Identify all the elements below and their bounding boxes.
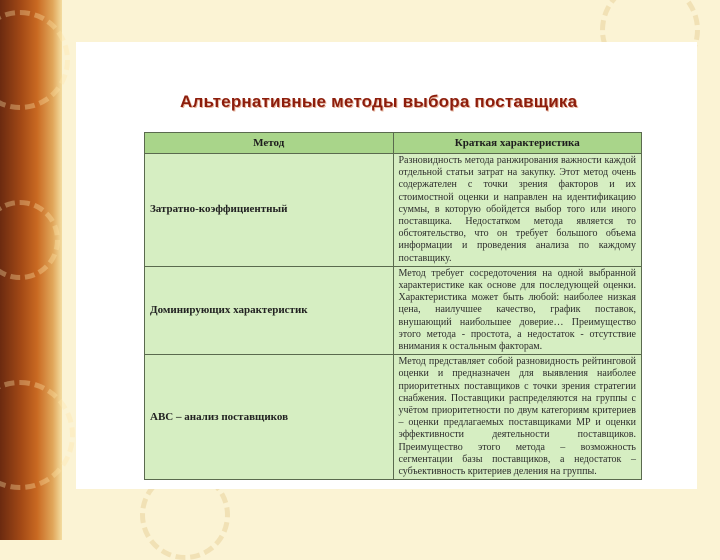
slide-title: Альтернативные методы выбора поставщика — [180, 92, 578, 111]
method-description: Разновидность метода ранжирования важности каждой отдельной статьи затрат на закупку. Этот метод очень содержателен с точки зрения факторов и их стоимостной оценки и направлен на идентификацию суммы, в которую обойдется выбор того или иного поставщика. Недостатком метода является то обстоятельство, что он требует большого объема информации и проведения анализа по каждому поставщику. — [393, 154, 642, 267]
methods-table — [144, 132, 642, 480]
method-description: Метод требует сосредоточения на одной выбранной характеристике как основе для последующей оценки. Характеристика может быть любой: наиболее низкая цена, наилучшее качество, график поставок, внушающий наибольшее доверие… Преимущество этого метода - простота, а недостаток - отсутствие внимания к остальным факторам. — [393, 266, 642, 354]
header-method: Метод — [145, 133, 394, 154]
method-name: Доминирующих характеристик — [145, 266, 394, 354]
table-row — [145, 355, 642, 480]
table-row — [145, 154, 642, 267]
method-name: АВС – анализ поставщиков — [145, 355, 394, 480]
method-description: Метод представляет собой разновидность рейтинговой оценки и предназначен для выявления наиболее приоритетных поставщиков с точки зрения стратегии снабжения. Поставщики распределяются на группы с учётом приоритетности по двум категориям критериев – оценки предлагаемых поставщиками МР и оценки эффективности деятельности поставщиков. Преимущество этого метода – возможность сегментации базы поставщиков, а недостаток – субъективность критериев деления на группы. — [393, 355, 642, 480]
table-header-row — [145, 133, 642, 154]
table-row — [145, 266, 642, 354]
method-name: Затратно-коэффициентный — [145, 154, 394, 267]
header-description: Краткая характеристика — [393, 133, 642, 154]
gear-icon — [0, 380, 75, 490]
